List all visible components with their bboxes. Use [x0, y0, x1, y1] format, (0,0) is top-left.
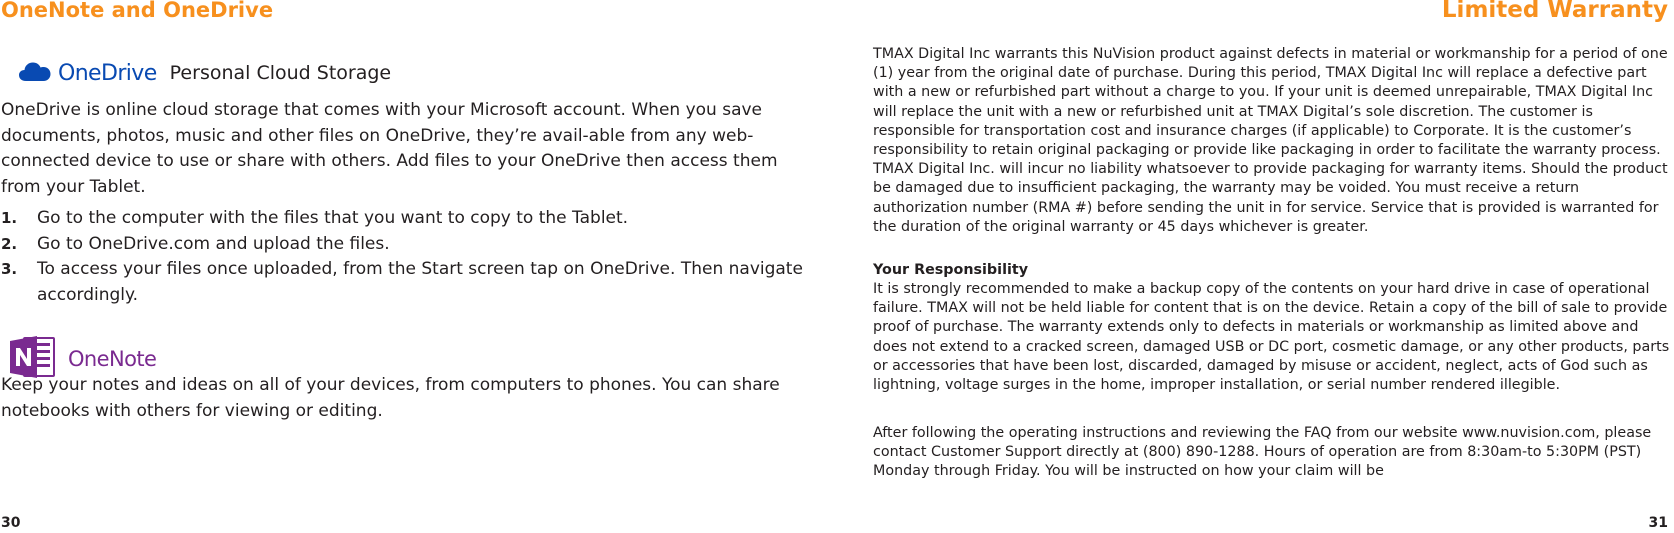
step-text: Go to the computer with the files that you want to copy to the Tablet. — [37, 208, 629, 228]
list-item — [1, 232, 811, 258]
onedrive-logo-text: OneDrive — [58, 60, 157, 86]
step-text: To access your files once uploaded, from the Start screen tap on OneDrive. Then navigate accordingly. — [37, 259, 803, 305]
list-item — [1, 206, 811, 232]
page-number: 30 — [1, 515, 21, 531]
step-text: Go to OneDrive.com and upload the files. — [37, 233, 390, 254]
cloud-icon — [18, 60, 52, 86]
page-number: 31 — [1648, 515, 1668, 531]
step-number: 2. — [1, 234, 18, 253]
onedrive-heading — [18, 56, 391, 90]
step-number: 3. — [1, 260, 18, 278]
contact-paragraph: After following the operating instructions and reviewing the FAQ from our website www.nuvision.com, please contact Customer Support directly at (800) 890-1288. Hours of operation are from 8:30am-to 5:30PM (PST) Monday through Friday. You will be instructed on how your claim will be — [873, 425, 1652, 480]
responsibility-paragraph: It is strongly recommended to make a backup copy of the contents on your hard drive in case of operational failure. TMAX will not be held liable for content that is on the device. Retain a copy of the bill of sale to provide proof of purchase. The warranty extends only to defects in materials or workmanship as limited above and does not extend to a cracked screen, damaged USB or DC port, cosmetic damage, or any other products, parts or accessories that have been lost, discarded, damaged by misuse or accident, neglect, acts of God such as lightning, voltage surges in the home, improper installation, or serial number rendered illegible. — [873, 281, 1670, 394]
list-item — [1, 257, 811, 308]
onedrive-intro: OneDrive is online cloud storage that comes with your Microsoft account. When you save documents, photos, music and other files on OneDrive, they’re avail-able from any web-connected device to use or share with others. Add files to your OneDrive then access them from your Tablet. — [1, 100, 778, 197]
onedrive-subtitle: Personal Cloud Storage — [169, 62, 392, 84]
step-number: 1. — [1, 209, 18, 227]
right-page — [870, 0, 1670, 533]
left-page — [0, 0, 820, 533]
section-title: Limited Warranty — [1441, 0, 1668, 23]
section-title: OneNote and OneDrive — [1, 0, 274, 22]
responsibility-heading: Your Responsibility — [873, 262, 1029, 278]
warranty-paragraph: TMAX Digital Inc warrants this NuVision product against defects in material or workmanship for a period of one (1) year from the original date of purchase. During this period, TMAX Digital Inc will replace a defective part with a new or refurbished part without a charge to you. If your unit is deemed unrepairable, TMAX Digital Inc will replace the unit with a new or refurbished unit at TMAX Digital’s sole discretion. The customer is responsible for transportation cost and insurance charges (if applicable) to Corporate. It is the customer’s responsibility to retain original packaging or provide like packaging in order to facilitate the warranty process. TMAX Digital Inc. will incur no liability whatsoever to provide packaging for warranty items. Should the product be damaged due to insufficient packaging, the warranty may be voided. You must receive a return authorization number (RMA #) before sending the unit in for service. Service that is provided is warranted for the duration of the original warranty or 45 days whichever is greater. — [873, 46, 1668, 235]
onenote-logo-text: OneNote — [68, 347, 157, 371]
onedrive-steps — [1, 206, 811, 308]
onenote-description: Keep your notes and ideas on all of your devices, from computers to phones. You can share notebooks with others for viewing or editing. — [1, 375, 780, 421]
